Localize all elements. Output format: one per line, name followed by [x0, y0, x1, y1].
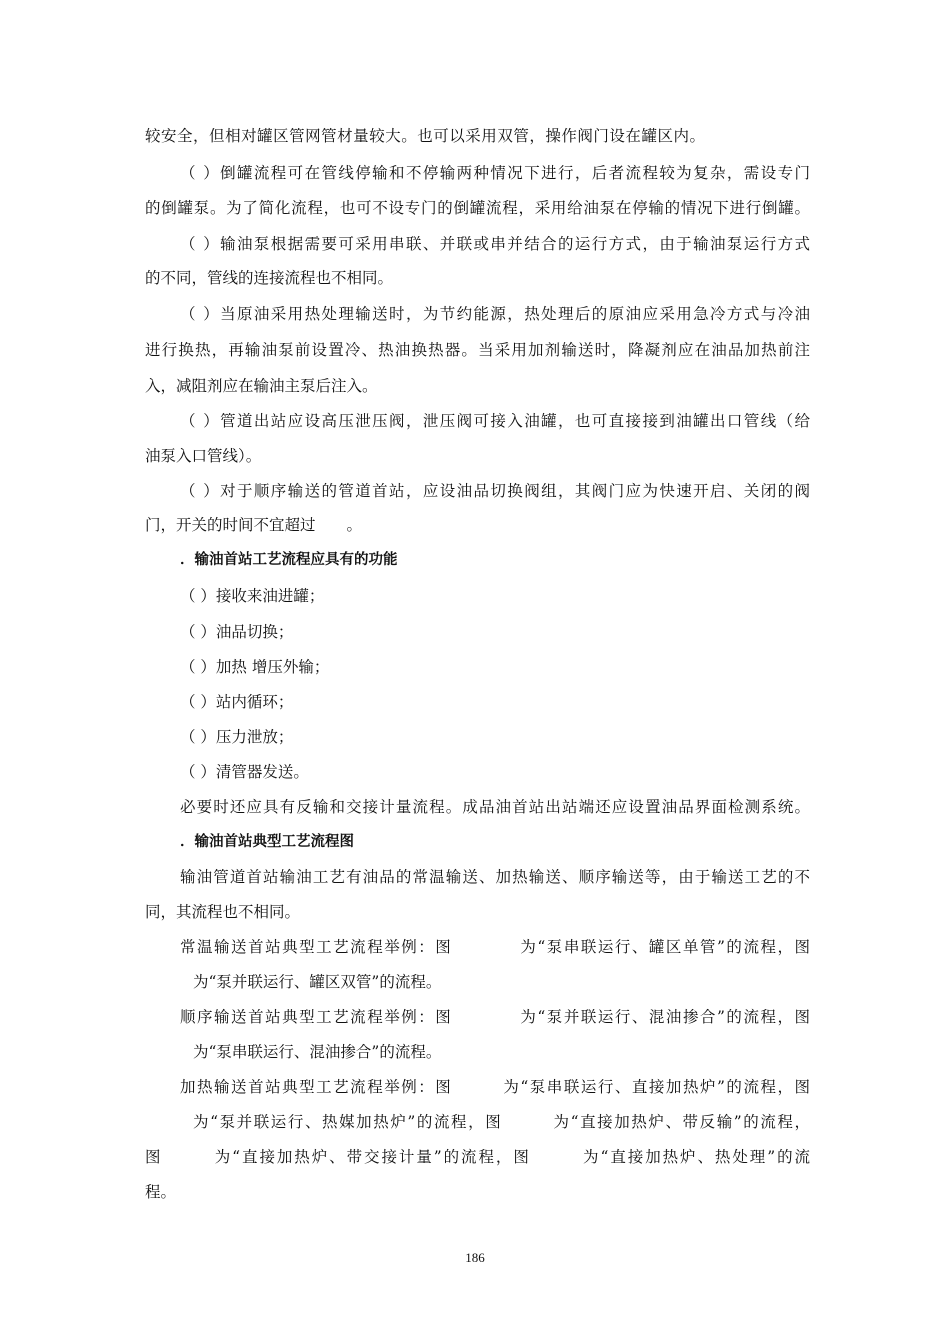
text-line: 较安全，但相对罐区管网管材量较大。也可以采用双管，操作阀门设在罐区内。: [145, 127, 705, 145]
text-line: 为“泵并联运行、罐区双管”的流程。: [193, 973, 442, 991]
page-number: 186: [465, 1250, 485, 1265]
text-line: 常温输送首站典型工艺流程举例：图 为“泵串联运行、罐区单管”的流程，图: [180, 938, 810, 956]
text-line: （ ）管道出站应设高压泄压阀，泄压阀可接入油罐，也可直接接到油罐出口管线（给: [180, 412, 810, 430]
text-line: 图 为“直接加热炉、带交接计量”的流程，图 为“直接加热炉、热处理”的流: [145, 1148, 810, 1166]
text-line: （ ）对于顺序输送的管道首站，应设油品切换阀组，其阀门应为快速开启、关闭的阀: [180, 482, 810, 500]
text-line: 程。: [145, 1183, 177, 1201]
text-line: 必要时还应具有反输和交接计量流程。成品油首站出站端还应设置油品界面检测系统。: [180, 798, 810, 816]
text-line: 入，减阻剂应在输油主泵后注入。: [145, 377, 378, 395]
text-line: （ ）输油泵根据需要可采用串联、并联或串并结合的运行方式，由于输油泵运行方式: [180, 235, 810, 253]
text-line: 门，开关的时间不宜超过 。: [145, 516, 363, 534]
text-line: 输油管道首站输油工艺有油品的常温输送、加热输送、顺序输送等，由于输送工艺的不: [180, 868, 810, 886]
text-line: 油泵入口管线）。: [145, 447, 262, 465]
text-line: （ ）倒罐流程可在管线停输和不停输两种情况下进行，后者流程较为复杂，需设专门: [180, 164, 810, 182]
text-line: 为“泵并联运行、热媒加热炉”的流程，图 为“直接加热炉、带反输”的流程，: [193, 1113, 810, 1131]
list-item: （ ）清管器发送。: [180, 763, 309, 781]
section-heading: ．输油首站典型工艺流程图: [180, 834, 354, 850]
text-line: 为“泵串联运行、混油掺合”的流程。: [193, 1043, 442, 1061]
text-line: 的倒罐泵。为了简化流程，也可不设专门的倒罐流程，采用给油泵在停输的情况下进行倒罐。: [145, 199, 810, 217]
section-heading: ．输油首站工艺流程应具有的功能: [180, 552, 398, 568]
text-line: 加热输送首站典型工艺流程举例：图 为“泵串联运行、直接加热炉”的流程，图: [180, 1078, 810, 1096]
text-line: 同，其流程也不相同。: [145, 903, 301, 921]
list-item: （ ）压力泄放；: [180, 728, 294, 746]
text-line: 顺序输送首站典型工艺流程举例：图 为“泵并联运行、混油掺合”的流程，图: [180, 1008, 810, 1026]
list-item: （ ）站内循环；: [180, 693, 294, 711]
text-line: 的不同，管线的连接流程也不相同。: [145, 269, 394, 287]
list-item: （ ）加热 增压外输；: [180, 658, 330, 676]
list-item: （ ）接收来油进罐；: [180, 587, 325, 605]
list-item: （ ）油品切换；: [180, 623, 294, 641]
text-line: 进行换热，再输油泵前设置冷、热油换热器。当采用加剂输送时，降凝剂应在油品加热前注: [145, 341, 810, 359]
text-line: （ ）当原油采用热处理输送时，为节约能源，热处理后的原油应采用急冷方式与冷油: [180, 305, 810, 323]
